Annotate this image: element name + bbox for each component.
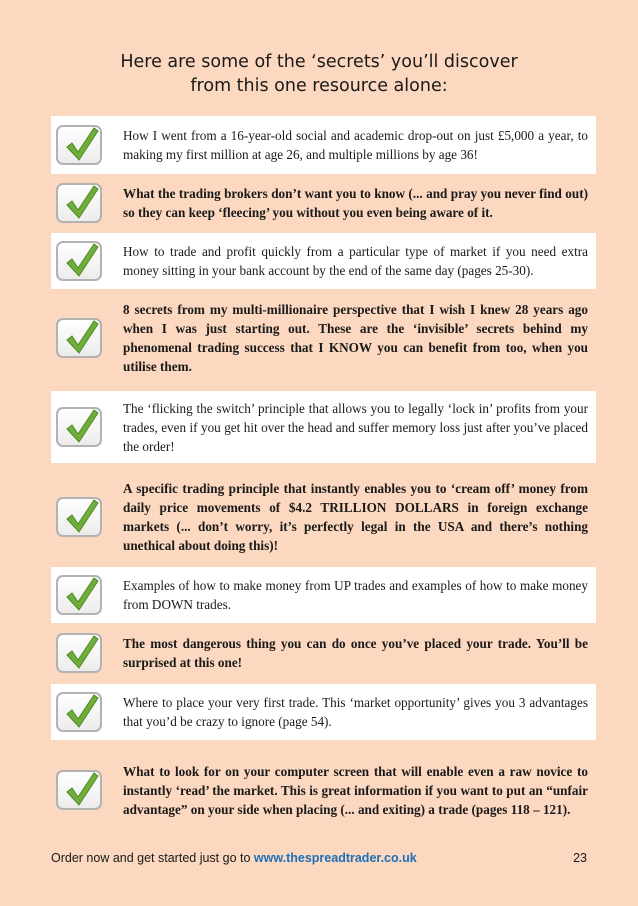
website-link[interactable]: www.thespreadtrader.co.uk <box>253 851 417 865</box>
secret-item-text: The ‘flicking the switch’ principle that allows you to legally ‘lock in’ profits from your trades, even if you get hit over the head and suffer memory loss just after you’ve placed the order! <box>123 401 588 454</box>
page-footer <box>51 851 587 865</box>
secret-item <box>51 116 596 174</box>
secret-item-text: How to trade and profit quickly from a particular type of market if you need extra money sitting in your bank account by the end of the same day (pages 25-30). <box>123 244 588 278</box>
secret-item-text: How I went from a 16-year-old social and academic drop-out on just £5,000 a year, to making my first million at age 26, and multiple millions by age 36! <box>123 128 588 162</box>
secret-item <box>51 743 596 837</box>
secret-item-text: What to look for on your computer screen that will enable even a raw novice to instantly ‘read’ the market. This is great information if you want to put an “unfair advantage” on your side when placing (... and exiting) a trade (pages 118 – 121). <box>123 764 588 817</box>
footer-cta <box>51 851 417 865</box>
footer-prefix: Order now and get started just go to <box>51 851 251 865</box>
secret-item-text: What the trading brokers don’t want you to know (... and pray you never find out) so they can keep ‘fleecing’ you without you even being aware of it. <box>123 186 588 220</box>
secret-item-text: A specific trading principle that instantly enables you to ‘cream off’ money from daily price movements of $4.2 TRILLION DOLLARS in foreign exchange markets (... don’t worry, it’s perfectly legal in the USA and there’s nothing unethical about doing this)! <box>123 481 588 553</box>
checkmark-icon <box>56 633 102 673</box>
checkmark-icon <box>56 770 102 810</box>
checkmark-icon <box>56 125 102 165</box>
checkmark-icon <box>56 497 102 537</box>
secret-item <box>51 233 596 289</box>
secret-item <box>51 175 596 231</box>
secret-item <box>51 624 596 681</box>
page-heading <box>0 50 638 98</box>
secret-item <box>51 290 596 385</box>
checkmark-icon <box>56 241 102 281</box>
page-number: 23 <box>573 851 587 865</box>
checkmark-icon <box>56 407 102 447</box>
heading-line-2: from this one resource alone: <box>190 76 448 96</box>
secret-item <box>51 567 596 623</box>
secret-item <box>51 684 596 740</box>
secret-item-text: 8 secrets from my multi-millionaire perspective that I wish I knew 28 years ago when I was just starting out. These are the ‘invisible’ secrets behind my phenomenal trading success that I KNOW you can benefit from too, when you utilise them. <box>123 302 588 374</box>
secret-item <box>51 391 596 463</box>
checkmark-icon <box>56 692 102 732</box>
checkmark-icon <box>56 318 102 358</box>
secret-item-text: The most dangerous thing you can do once you’ve placed your trade. You’ll be surprised at this one! <box>123 636 588 670</box>
secret-item-text: Examples of how to make money from UP trades and examples of how to make money from DOWN trades. <box>123 578 588 612</box>
checkmark-icon <box>56 183 102 223</box>
secret-item-text: Where to place your very first trade. This ‘market opportunity’ gives you 3 advantages that you’d be crazy to ignore (page 54). <box>123 695 588 729</box>
heading-line-1: Here are some of the ‘secrets’ you’ll discover <box>120 52 518 72</box>
checkmark-icon <box>56 575 102 615</box>
secret-item <box>51 468 596 565</box>
